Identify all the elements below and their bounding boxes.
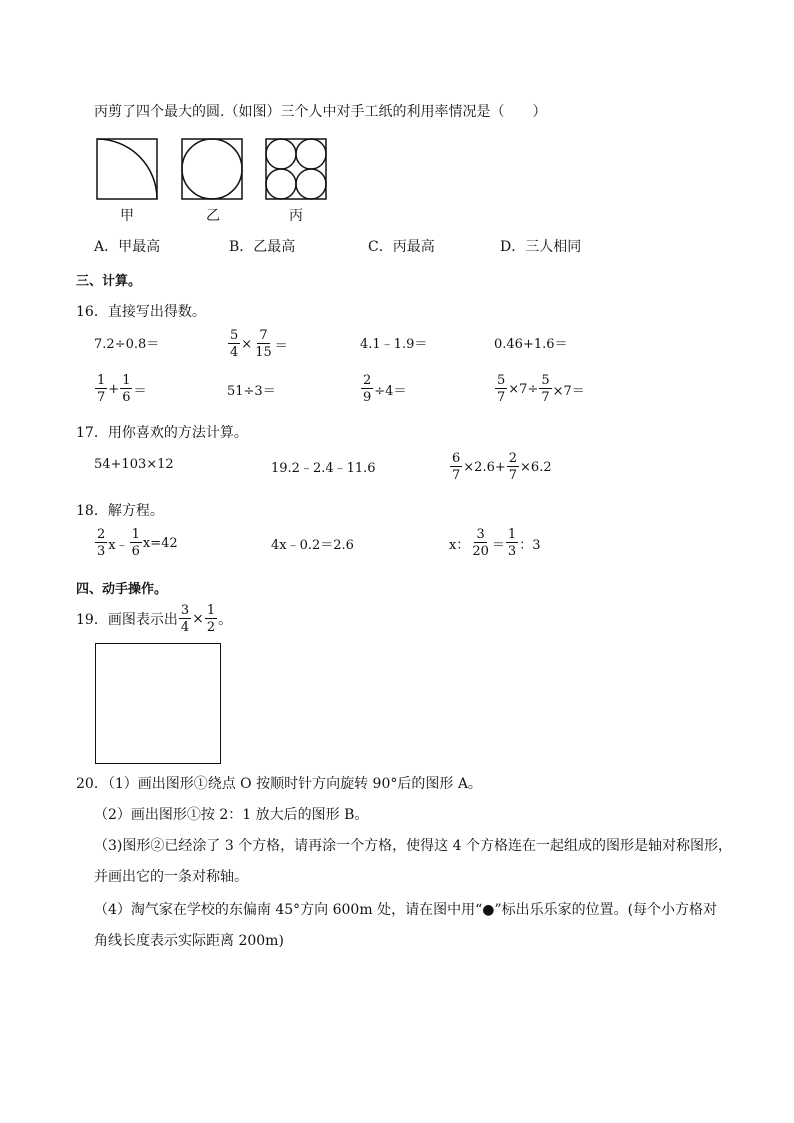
- q15-stem: 丙剪了四个最大的圆.（如图）三个人中对手工纸的利用率情况是（ ）: [94, 104, 547, 120]
- option-a: A．甲最高: [94, 239, 161, 255]
- q17-e1: 54+103×12: [94, 457, 174, 472]
- q19-drawing-square: [95, 643, 221, 764]
- figure-jia: [96, 138, 158, 200]
- option-b: B．乙最高: [229, 239, 296, 255]
- q16-r2c1: $\frac{1}{7}$ + $\frac{1}{6}$ ＝: [97, 373, 147, 405]
- q20-line-3: （3)图形②已经涂了 3 个方格，请再涂一个方格，使得这 4 个方格连在一起组成的图形是轴对称图形，: [94, 838, 732, 854]
- section-3-title: 三、计算。: [76, 274, 142, 289]
- q18-e2: 4x﹣0.2＝2.6: [271, 538, 354, 553]
- q19-stem: 19．画图表示出 $\frac{3}{4}$ × $\frac{1}{2}$ 。: [76, 603, 233, 635]
- q17-e3: $\frac{6}{7}$ ×2.6+ $\frac{2}{7}$ ×6.2: [452, 451, 552, 483]
- q16-r2c4: $\frac{5}{7}$ ×7÷ $\frac{5}{7}$ ×7＝: [497, 373, 585, 405]
- figure-label-bing: 丙: [289, 208, 303, 224]
- q17-title: 17．用你喜欢的方法计算。: [76, 425, 248, 441]
- q16-r1c4: 0.46+1.6＝: [494, 337, 568, 352]
- q16-r1c1: 7.2÷0.8＝: [94, 337, 160, 352]
- q20-line-2: （2）画出图形①按 2：1 放大后的图形 B。: [94, 807, 369, 823]
- q17-e2: 19.2﹣2.4﹣11.6: [271, 461, 376, 476]
- q20-line-5: （4）淘气家在学校的东偏南 45°方向 600m 处，请在图中用“●”标出乐乐家的位置。(每个小方格对: [94, 902, 718, 918]
- q18-e1: $\frac{2}{3}$ x﹣ $\frac{1}{6}$ x=42: [97, 527, 178, 559]
- q18-title: 18．解方程。: [76, 503, 164, 519]
- figure-yi: [181, 138, 243, 200]
- section-4-title: 四、动手操作。: [76, 582, 168, 597]
- figure-bing: [265, 138, 327, 200]
- option-c: C．丙最高: [368, 239, 435, 255]
- q16-r1c3: 4.1﹣1.9＝: [360, 337, 428, 352]
- q18-e3: x： $\frac{3}{20}$ ＝ $\frac{1}{3}$ ：3: [449, 527, 541, 559]
- q20-line-4: 并画出它的一条对称轴。: [94, 869, 248, 885]
- q16-r2c2: 51÷3＝: [227, 384, 276, 399]
- q16-r2c3: $\frac{2}{9}$ ÷4＝: [363, 373, 407, 405]
- q20-line-1: 20．（1）画出图形①绕点 O 按顺时针方向旋转 90°后的图形 A。: [76, 776, 482, 792]
- q16-r1c2: $\frac{5}{4}$ × $\frac{7}{15}$ ＝: [230, 328, 288, 360]
- option-d: D．三人相同: [500, 239, 582, 255]
- q20-line-6: 角线长度表示实际距离 200m): [94, 933, 284, 949]
- q16-title: 16．直接写出得数。: [76, 304, 206, 320]
- figure-label-yi: 乙: [206, 208, 220, 224]
- figure-label-jia: 甲: [120, 208, 134, 224]
